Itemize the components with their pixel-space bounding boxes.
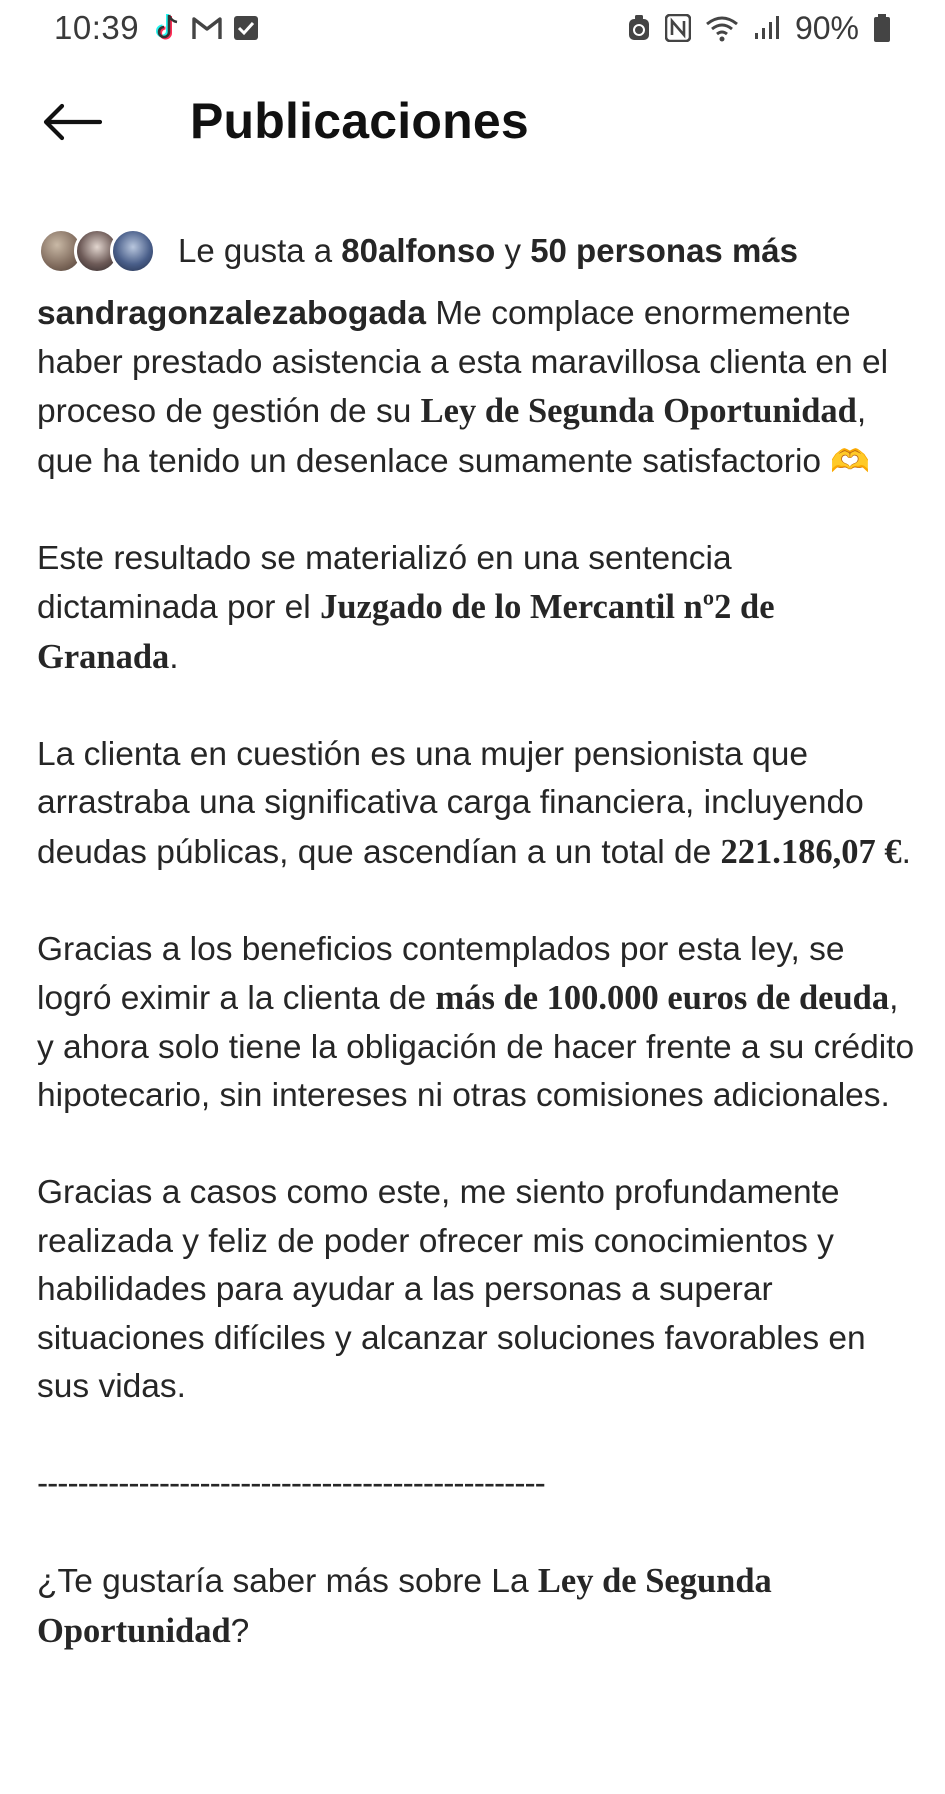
nfc-icon (665, 14, 691, 42)
status-time: 10:39 (54, 9, 140, 46)
signal-icon (753, 15, 781, 41)
post-caption (37, 290, 917, 1705)
header (0, 70, 945, 180)
status-left (54, 9, 259, 47)
tiktok-icon (155, 13, 181, 43)
caption-text: Gracias a los beneficios contemplados por esta ley, se logró eximir a la clienta de (37, 930, 845, 1017)
caption-text: , que ha tenido un desenlace sumamente satisfactorio (37, 393, 867, 480)
likes-summary[interactable] (178, 232, 798, 270)
caption-bold-text: 221.186,07 € (720, 832, 902, 871)
caption-text: La clienta en cuestión es una mujer pensionista que arrastraba una significativa carga financiera, incluyendo deudas públicas, que ascendían a un total de (37, 735, 864, 871)
caption-text: ¿Te gustaría saber más sobre La (37, 1563, 538, 1600)
avatar[interactable] (110, 228, 156, 274)
caption-paragraph: Gracias a casos como este, me siento profundamente realizada y feliz de poder ofrecer mis conocimientos y habilidades para ayudar a las personas a superar situaciones difíciles y alcanzar soluciones favorables en sus vidas. (37, 1174, 866, 1405)
battery-percentage: 90% (794, 9, 859, 46)
caption-text: ? (230, 1612, 250, 1650)
caption-bold-text: Ley de Segunda Oportunidad (37, 1562, 772, 1650)
likes-connector: y (495, 232, 531, 269)
caption-paragraph (37, 535, 917, 683)
alarm-icon (627, 14, 651, 42)
caption-bold-text: Ley de Segunda Oportunidad (420, 392, 857, 430)
gmail-icon (191, 15, 223, 41)
wifi-icon (705, 14, 739, 42)
back-arrow-icon (42, 102, 102, 142)
caption-text: Este resultado se materializó en una sentencia dictaminada por el (37, 539, 732, 626)
heart-hands-emoji: 🫶 (830, 442, 871, 479)
liker-avatars[interactable] (38, 228, 156, 274)
page-title: Publicaciones (190, 93, 529, 149)
caption-text: , y ahora solo tiene la obligación de hacer frente a su crédito hipotecario, sin intereses ni otras comisiones adicionales. (37, 980, 915, 1114)
caption-text: Me complace enormemente haber prestado asistencia a esta maravillosa clienta en el proceso de gestión de su (37, 295, 889, 430)
author-username-link[interactable]: sandragonzalezabogada (37, 295, 427, 332)
caption-paragraph (37, 1557, 917, 1656)
caption-text: . (169, 638, 179, 676)
caption-text: . (901, 833, 911, 871)
liker-username-link[interactable]: 80alfonso (341, 232, 496, 269)
battery-icon (873, 13, 891, 43)
caption-paragraph (37, 290, 917, 486)
caption-paragraph (37, 926, 917, 1121)
likes-prefix: Le gusta a (178, 232, 342, 269)
caption-paragraph (37, 731, 917, 878)
caption-bold-text: Juzgado de lo Mercantil nº2 de Granada (37, 588, 775, 676)
status-bar (0, 0, 945, 56)
caption-divider: -------------------------------------------------- (37, 1465, 545, 1502)
back-button[interactable] (40, 94, 104, 150)
checkbox-icon (233, 15, 259, 41)
status-right (623, 10, 891, 47)
likes-others-link[interactable]: 50 personas más (530, 232, 799, 269)
likes-row[interactable] (38, 228, 798, 274)
caption-bold-text: más de 100.000 euros de deuda (435, 979, 890, 1017)
